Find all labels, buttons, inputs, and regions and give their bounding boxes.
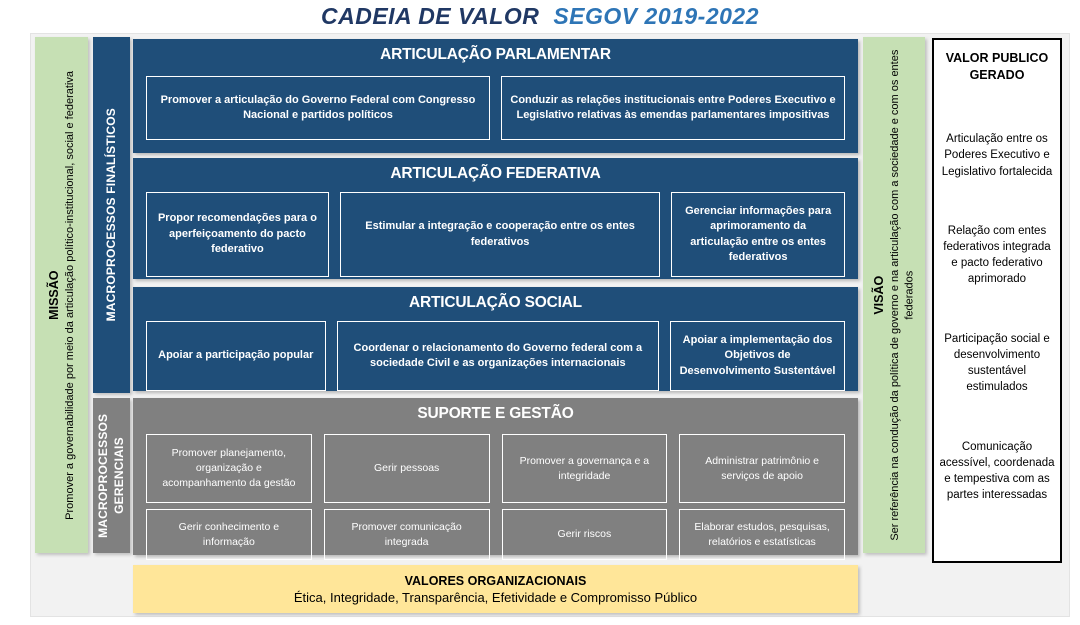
vision-bar	[863, 37, 925, 553]
process-box: Apoiar a implementação dos Objetivos de Desenvolvimento Sustentável	[670, 321, 845, 391]
process-box: Conduzir as relações institucionais entre Poderes Executivo e Legislativo relativas às emendas parlamentares impositivas	[501, 76, 845, 140]
process-box: Promover a governança e a integridade	[502, 434, 668, 503]
section-articulacao-parlamentar	[133, 39, 858, 153]
valor-publico-item: Articulação entre os Poderes Executivo e Legislativo fortalecida	[941, 133, 1053, 178]
process-box: Gerenciar informações para aprimoramento da articulação entre os entes federativos	[671, 192, 845, 277]
section-title: ARTICULAÇÃO SOCIAL	[409, 294, 582, 311]
valores-title: VALORES ORGANIZACIONAIS	[404, 573, 587, 588]
process-box: Estimular a integração e cooperação entre os entes federativos	[340, 192, 660, 277]
process-box-row	[133, 76, 858, 140]
valor-publico-item: Relação com entes federativos integrada e pacto federativo aprimorado	[943, 225, 1051, 286]
macroprocessos-gerenciais-bar	[93, 398, 130, 553]
valores-organizacionais-bar	[133, 565, 858, 613]
process-box: Promover planejamento, organização e acompanhamento da gestão	[146, 434, 312, 503]
section-articulacao-social	[133, 287, 858, 391]
process-box-row	[133, 192, 858, 277]
valores-text: Ética, Integridade, Transparência, Efetividade e Compromisso Público	[293, 589, 698, 605]
valor-publico-item: Comunicação acessível, coordenada e tempestiva com as partes interessadas	[939, 441, 1055, 502]
valor-publico-item: Participação social e desenvolvimento sustentável estimulados	[944, 333, 1050, 394]
process-box: Elaborar estudos, pesquisas, relatórios e estatísticas	[679, 509, 845, 560]
process-box: Promover comunicação integrada	[324, 509, 490, 560]
macroprocessos-gerenciais-label: MACROPROCESSOS GERENCIAIS	[96, 413, 127, 538]
process-box: Gerir pessoas	[324, 434, 490, 503]
section-title: ARTICULAÇÃO PARLAMENTAR	[380, 46, 611, 63]
page-title-main: CADEIA DE VALOR	[320, 3, 540, 29]
process-box-row	[133, 434, 858, 503]
macroprocessos-finalisticos-label: MACROPROCESSOS FINALÍSTICOS	[104, 108, 119, 322]
mission-bar	[35, 37, 88, 553]
process-box-row	[133, 321, 858, 391]
section-suporte-e-gestao	[133, 398, 858, 555]
valor-publico-gerado-box	[932, 38, 1062, 563]
section-title: ARTICULAÇÃO FEDERATIVA	[390, 165, 601, 182]
process-box: Promover a articulação do Governo Federal com Congresso Nacional e partidos políticos	[146, 76, 490, 140]
page-title-sub: SEGOV 2019-2022	[553, 3, 760, 29]
process-box: Apoiar a participação popular	[146, 321, 326, 391]
page-title	[0, 3, 1080, 30]
macroprocessos-finalisticos-bar	[93, 37, 130, 393]
valor-publico-title: VALOR PUBLICO GERADO	[945, 51, 1049, 82]
mission-label: MISSÃO	[46, 270, 61, 320]
process-box: Gerir riscos	[502, 509, 668, 560]
vision-text: Ser referência na condução da política de governo e na articulação com a sociedade e com os entes federados	[888, 49, 916, 541]
process-box: Propor recomendações para o aperfeiçoamento do pacto federativo	[146, 192, 329, 277]
process-box: Coordenar o relacionamento do Governo federal com a sociedade Civil e as organizações internacionais	[337, 321, 660, 391]
section-articulacao-federativa	[133, 158, 858, 279]
valor-publico-items	[939, 88, 1055, 547]
section-title: SUPORTE E GESTÃO	[417, 405, 574, 422]
process-box: Gerir conhecimento e informação	[146, 509, 312, 560]
vision-label: VISÃO	[871, 275, 886, 315]
process-box: Administrar patrimônio e serviços de apoio	[679, 434, 845, 503]
mission-text: Promover a governabilidade por meio da articulação político-institucional, social e federativa	[63, 70, 76, 520]
process-box-row	[133, 509, 858, 560]
